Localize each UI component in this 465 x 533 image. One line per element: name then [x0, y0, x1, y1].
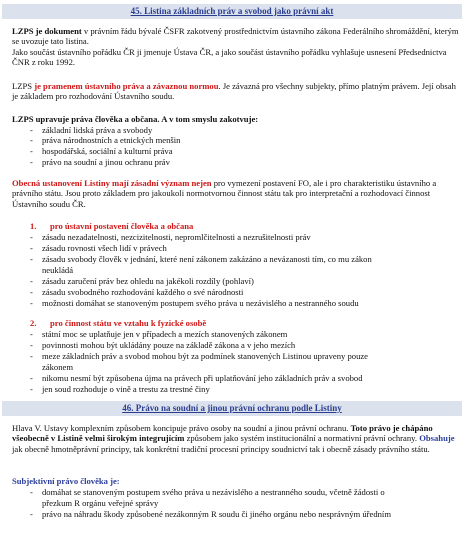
paragraph-document	[12, 26, 460, 68]
paragraph-text: . Je závazná pro všechny subjekty, přímo platným právem. Její obsah je základem pro rozhodování Ústavního soudu.	[12, 81, 456, 102]
highlight-blue: Obsahuje	[419, 433, 455, 444]
list-heading-citizen: pro ústavní postavení člověka a občana	[50, 221, 194, 231]
paragraph-text: jak obecně hmotněprávní principy, tak konkrétní tradiční procesní principy soudnictví tak i obecně zásady právního státu.	[12, 443, 430, 454]
list-item: zásadu zaručení práv bez ohledu na jakékoli rozdíly (pohlaví)	[42, 276, 254, 286]
list-title-rights: LZPS upravuje práva člověka a občana. A v tom smyslu zakotvuje:	[12, 114, 259, 124]
document-page: 45. Listina základních práv a svobod jako právní akt LZPS je dokument v právním řádu bývalé ČSFR zakotvený prostřednictvím ústavního zákona Federálního shromáždění, kterým se uvozuje tato listina. Jako součást ústavního pořádku ČR ji jmenuje Ústava ČR, a jako součást ústavního pořádku vyhlašuje usnesení Předsednictva ČNR z roku 1992. LZPS je pramenem ústavního práva a závaznou normou. Je závazná pro všechny subjekty, přímo platným právem. Její obsah je základem pro rozhodování Ústavního soudu. LZPS upravuje práva člověka a občana. A v tom smyslu zakotvuje: - základní lidská práva a svobody - práva národnostních a etnických menšin - hospodářská, sociální a kulturní práva - právo na soudní a jinou ochranu práv Obecná ustanovení Listiny mají zásadní význam nejen pro vymezení postavení FO, ale i pro charakteristiku ústavního a právního státu. Jsou proto základem pro jakoukoli normotvornou činnost státu tak pro interpretační a rozhodovací činnost Ústavního soudu ČR. 1. pro ústavní postavení člověka a občana - zásadu nezadatelnosti, nezcizitelnosti, nepromlčitelnosti a nezrušitelnosti práv - zásadu rovnosti všech lidí v právech - zásadu svobody člověk v jednání, které není zákonem zakázáno a nevázanosti tím, co mu zákon neukládá - zásadu zaručení práv bez ohledu na jakékoli rozdíly (pohlaví) - zásadu svobodného rozhodování každého o své národnosti - možnosti domáhat se stanoveným postupem svého práva u nezávislého a nestranného soudu 2. pro činnost státu ve vztahu k fyzické osobě - státní moc se uplatňuje jen v případech a mezích stanovených zákonem - povinnosti mohou být ukládány pouze na základě zákona a v jeho mezích - meze základních práv a svobod mohou být za podmínek stanovených Listinou upraveny pouze zákonem - nikomu nesmí být způsobena újma na právech při uplatňování jeho základních práv a svobod - jen soud rozhoduje o vině a trestu za trestné činy 46. Právo na soudní a jinou právní ochranu podle Listiny Hlava V. Ustavy komplexním způsobem koncipuje právo osoby na soudní a jinou právní ochranu. Toto právo je chápáno všeobecně v Listině velmi širokým integrujícím způsobem jako systém institucionální a normativní právní ochrany. Obsahuje jak obecně hmotněprávní principy, tak konkrétní tradiční procesní principy soudnictví tak i obecně zásady právního státu. Subjektivní právo člověka je: - domáhat se stanoveným postupem svého práva u nezávislého a nestranného soudu, včetně žádosti o přezkum R orgánu veřejné správy - právo na náhradu škody způsobené nezákonným R soudu či jiného orgánu nebo nesprávným úředním	[0, 0, 465, 533]
list-item: zásadu nezadatelnosti, nezcizitelnosti, nepromlčitelnosti a nezrušitelnosti práv	[42, 232, 311, 242]
list-item: meze základních práv a svobod mohou být za podmínek stanovených Listinou upraveny pouze	[42, 351, 368, 361]
list-item: domáhat se stanoveným postupem svého práva u nezávislého a nestranného soudu, včetně žádosti o	[42, 487, 385, 497]
list-item-continuation: zákonem	[42, 362, 74, 372]
paragraph-general-provisions	[12, 178, 460, 209]
list-number: 2.	[30, 318, 37, 328]
paragraph-text: LZPS	[12, 81, 35, 91]
list-item: práva národnostních a etnických menšin	[42, 135, 181, 145]
list-item: zásadu svobody člověk v jednání, které není zákonem zakázáno a nevázanosti tím, co mu zákon	[42, 254, 372, 264]
highlight-red: Obecná ustanovení Listiny mají zásadní význam nejen	[12, 178, 212, 188]
paragraph-text: způsobem jako systém institucionální a normativní právní ochrany.	[184, 433, 420, 444]
list-item: základní lidská práva a svobody	[42, 125, 153, 135]
list-item: právo na náhradu škody způsobené nezákonným R soudu či jiného orgánu nebo nesprávným úředním	[42, 509, 391, 519]
list-heading-state: pro činnost státu ve vztahu k fyzické osobě	[50, 318, 207, 328]
paragraph-text: pro vymezení postavení FO, ale i pro charakteristiku ústavního a právního státu. Jsou proto základem pro jakoukoli normotvornou činnost státu tak pro interpretační a rozhodovací činnost Ústavního soudu ČR.	[12, 178, 437, 209]
list-item: hospodářská, sociální a kulturní práva	[42, 146, 173, 156]
section-heading-45: 45. Listina základních práv a svobod jako právní akt	[2, 4, 462, 19]
list-title-subjective-rights: Subjektivní právo člověka je:	[12, 476, 120, 486]
paragraph-legal-protection	[12, 423, 460, 454]
lead-bold: LZPS je dokument	[12, 26, 82, 36]
list-item: povinnosti mohou být ukládány pouze na základě zákona a v jeho mezích	[42, 340, 296, 350]
list-number: 1.	[30, 221, 37, 231]
list-item: zásadu svobodného rozhodování každého o své národnosti	[42, 287, 244, 297]
highlight-red: je pramenem ústavního práva a závaznou normou	[34, 81, 219, 91]
list-item: zásadu rovnosti všech lidí v právech	[42, 243, 167, 253]
paragraph-text: v právním řádu bývalé ČSFR zakotvený prostřednictvím ústavního zákona Federálního shromáždění, kterým se uvozuje tato listina.	[12, 26, 459, 47]
paragraph-text: Jako součást ústavního pořádku ČR ji jmenuje Ústava ČR, a jako součást ústavního pořádku vyhlašuje usnesení Předsednictva ČNR z roku 1992.	[12, 46, 447, 68]
list-item: právo na soudní a jinou ochranu práv	[42, 157, 170, 167]
list-item: možnosti domáhat se stanoveným postupem svého práva u nezávislého a nestranného soudu	[42, 298, 359, 308]
list-item: nikomu nesmí být způsobena újma na právech při uplatňování jeho základních práv a svobod	[42, 373, 363, 383]
paragraph-source	[12, 81, 460, 102]
list-item-continuation: neukládá	[42, 265, 74, 275]
list-item-continuation: přezkum R orgánu veřejné správy	[42, 498, 159, 508]
paragraph-text: Hlava V. Ustavy komplexním způsobem koncipuje právo osoby na soudní a jinou právní ochranu.	[12, 423, 351, 433]
list-item: jen soud rozhoduje o vině a trestu za trestné činy	[42, 384, 210, 394]
section-heading-46: 46. Právo na soudní a jinou právní ochranu podle Listiny	[2, 401, 462, 416]
lead-bold: Toto právo je chápáno všeobecně v Listině velmi širokým integrujícím	[12, 423, 433, 444]
list-item: státní moc se uplatňuje jen v případech a mezích stanovených zákonem	[42, 329, 288, 339]
